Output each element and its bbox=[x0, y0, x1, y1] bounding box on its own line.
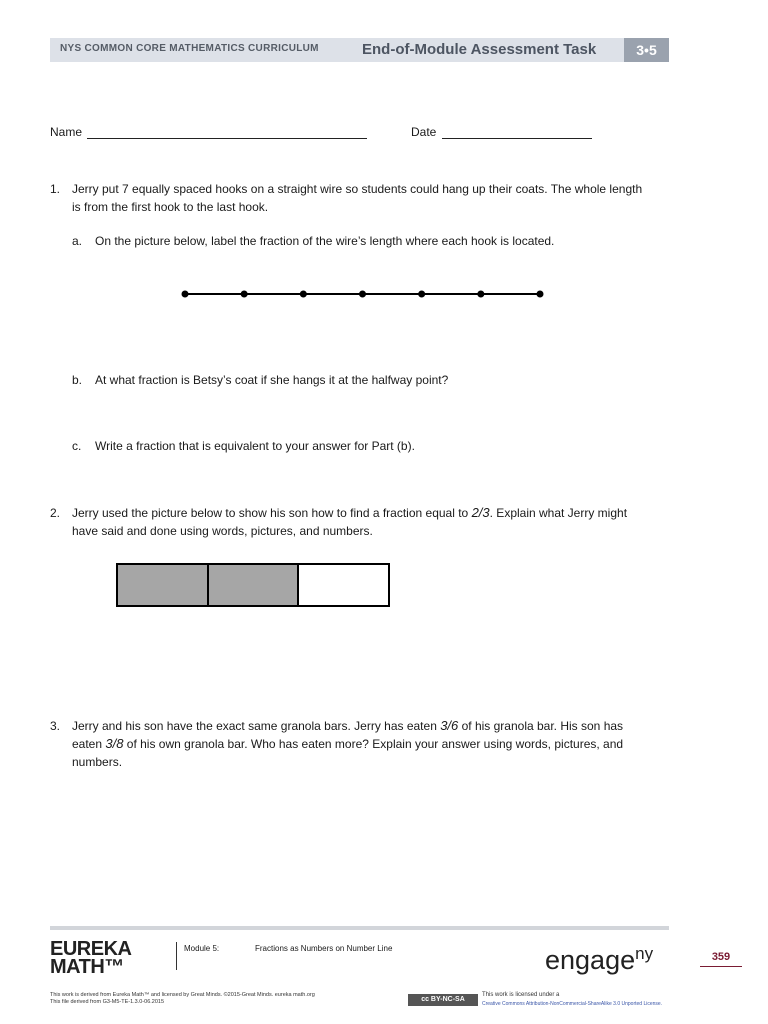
hook-point bbox=[477, 291, 484, 298]
q3-line2-b: of his own granola bar. Who has eaten more? Explain your answer using words, pictures, and bbox=[123, 737, 624, 751]
hooks-group bbox=[182, 291, 544, 298]
q3-frac-son: 3/8 bbox=[105, 736, 124, 751]
q1b-letter: b. bbox=[72, 373, 83, 387]
q2-text-2: . Explain what Jerry might bbox=[489, 506, 628, 520]
q1-number: 1. bbox=[50, 182, 61, 196]
q2-text-3: have said and done using words, pictures, and numbers. bbox=[72, 524, 373, 538]
shaded-segment bbox=[207, 565, 298, 605]
footer-divider bbox=[176, 942, 177, 970]
name-label: Name bbox=[50, 125, 83, 139]
q1a-text: On the picture below, label the fraction of the wire’s length where each hook is located. bbox=[95, 234, 555, 248]
q1b-text: At what fraction is Betsy’s coat if she hangs it at the halfway point? bbox=[95, 373, 449, 387]
engageny-logo bbox=[545, 944, 653, 976]
lesson-code-badge: 3•5 bbox=[624, 38, 669, 62]
hook-point bbox=[182, 291, 189, 298]
document-title: End-of-Module Assessment Task bbox=[362, 41, 597, 58]
eureka-logo-line2: MATH™ bbox=[50, 956, 124, 978]
engage-sup: ny bbox=[635, 944, 654, 963]
q2-line1 bbox=[72, 504, 672, 522]
q1c-text: Write a fraction that is equivalent to your answer for Part (b). bbox=[95, 439, 415, 453]
q2-text-1: Jerry used the picture below to show his son how to find a fraction equal to bbox=[72, 506, 472, 520]
eureka-logo-line1: EUREKA bbox=[50, 938, 132, 960]
q3-line1 bbox=[72, 717, 672, 735]
date-field[interactable] bbox=[442, 138, 592, 139]
footer-module: Module 5: bbox=[184, 944, 220, 953]
q1c-letter: c. bbox=[72, 439, 82, 453]
q3-line3: numbers. bbox=[72, 755, 123, 769]
q3-line2-a: eaten bbox=[72, 737, 106, 751]
date-label: Date bbox=[411, 125, 437, 139]
q2-number: 2. bbox=[50, 506, 61, 520]
q3-line1-b: of his granola bar. His son has bbox=[458, 719, 624, 733]
q3-number: 3. bbox=[50, 719, 61, 733]
q3-line1-a: Jerry and his son have the exact same granola bars. Jerry has eaten bbox=[72, 719, 441, 733]
q1a-letter: a. bbox=[72, 234, 83, 248]
hook-point bbox=[418, 291, 425, 298]
footer-rule bbox=[50, 926, 669, 930]
fraction-bar bbox=[116, 563, 390, 607]
hook-point bbox=[300, 291, 307, 298]
curriculum-label: NYS COMMON CORE MATHEMATICS CURRICULUM bbox=[60, 43, 319, 54]
name-field[interactable] bbox=[87, 138, 367, 139]
eureka-math-logo bbox=[50, 940, 131, 976]
license-link[interactable]: Creative Commons Attribution-NonCommercial-ShareAlike 3.0 Unported License. bbox=[482, 1001, 663, 1007]
shaded-segment bbox=[118, 565, 207, 605]
hook-point bbox=[359, 291, 366, 298]
license-text: This work is licensed under a bbox=[482, 992, 560, 998]
footer-topic: Fractions as Numbers on Number Line bbox=[255, 944, 393, 953]
legal-text-1: This work is derived from Eureka Math™ and licensed by Great Minds. ©2015-Great Minds. eureka math.org bbox=[50, 992, 315, 998]
q1-text: Jerry put 7 equally spaced hooks on a straight wire so students could hang up their coats. The whole length is from the first hook to the last hook. bbox=[72, 182, 643, 214]
q3-line2 bbox=[72, 735, 672, 753]
cc-license-badge: cc BY-NC-SA bbox=[408, 994, 478, 1006]
unshaded-segment bbox=[297, 565, 388, 605]
hook-point bbox=[537, 291, 544, 298]
q2-fraction: 2/3 bbox=[471, 505, 490, 520]
engage-text: engage bbox=[545, 945, 636, 975]
hook-point bbox=[241, 291, 248, 298]
page-number-rule bbox=[700, 966, 742, 967]
q3-frac-jerry: 3/6 bbox=[440, 718, 459, 733]
legal-text-2: This file derived from G3-M5-TE-1.3.0-06.2015 bbox=[50, 999, 165, 1005]
page-number: 359 bbox=[711, 951, 731, 963]
